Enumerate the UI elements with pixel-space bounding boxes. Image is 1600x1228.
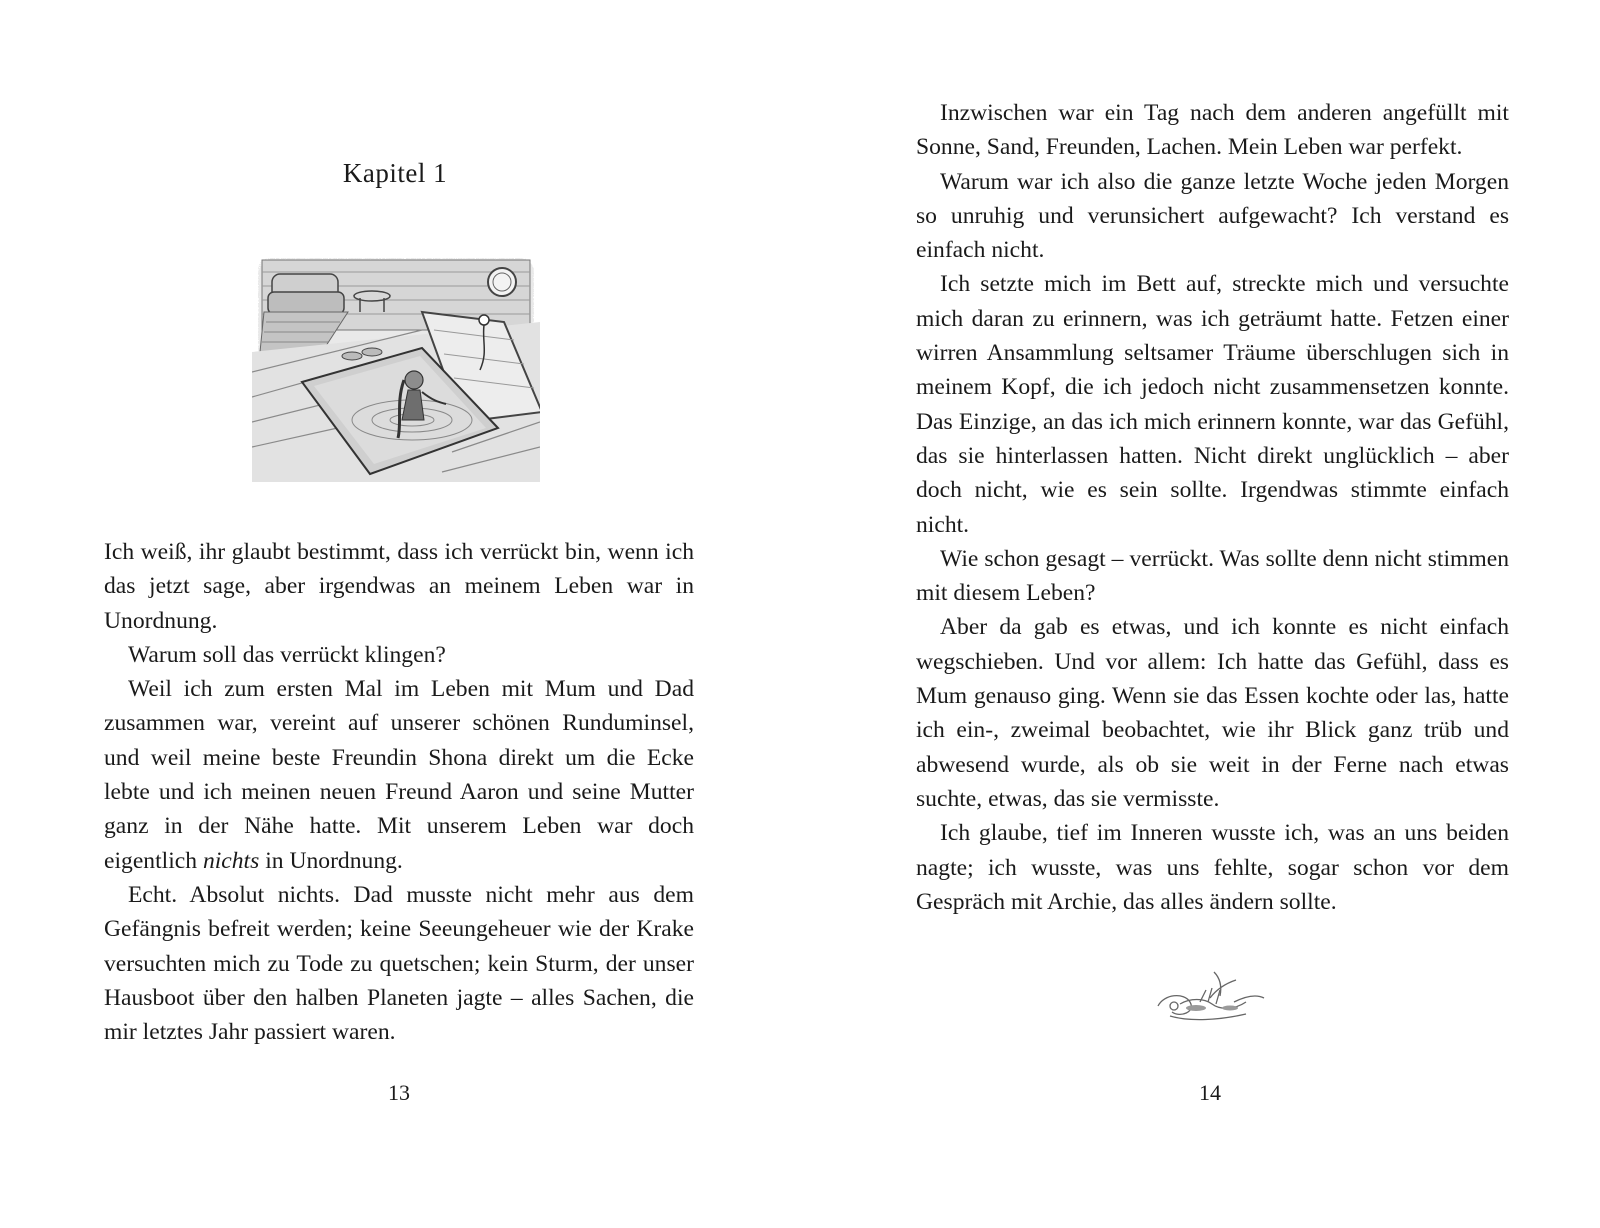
page-number: 13 <box>388 1080 410 1105</box>
page-number: 14 <box>1199 1080 1221 1105</box>
paragraph: Echt. Absolut nichts. Dad musste nicht mehr aus dem Gefängnis befreit werden; keine Seeungeheuer wie der Krake versuchten mich zu Tode zu quetschen; kein Sturm, der unser Hausboot über den halben Planeten jagte – alles Sachen, die mir letztes Jahr passiert waren. <box>104 881 694 1046</box>
paragraph: Ich setzte mich im Bett auf, streckte mich und versuchte mich daran zu erinnern, was ich geträumt hatte. Fetzen einer wirren Ansammlung seltsamer Träume überschlugen sich in meinem Kopf, die ich jedoch nicht zusammensetzen konnte. Das Einzige, an das ich mich erinnern konnte, war das Gefühl, das sie hinterlassen hatten. Nicht direkt unglücklich – aber doch nicht, wie es sein sollte. Irgendwas stimmte einfach nicht. <box>916 271 1509 538</box>
paragraph: Inzwischen war ein Tag nach dem anderen angefüllt mit Sonne, Sand, Freunden, Lachen. Mein Leben war perfekt. <box>916 100 1509 161</box>
decorative-vignette-icon <box>1150 968 1268 1026</box>
right-page <box>800 0 1600 1228</box>
paragraph-text: Weil ich zum ersten Mal im Leben mit Mum und Dad zusammen war, vereint auf unserer schönen Runduminsel, und weil meine beste Freundin Shona direkt um die Ecke lebte und ich meinen neuen Freund Aaron und seine Mutter ganz in der Nähe hatte. Mit unserem Leben war doch eigentlich <box>104 676 694 874</box>
paragraph: Wie schon gesagt – verrückt. Was sollte denn nicht stimmen mit diesem Leben? <box>916 545 1509 607</box>
paragraph: Ich weiß, ihr glaubt bestimmt, dass ich verrückt bin, wenn ich das jetzt sage, aber irgendwas an meinem Leben war in Unordnung. <box>104 539 694 634</box>
left-page-text <box>104 535 694 1049</box>
emphasized-word: nichts <box>202 847 260 874</box>
paragraph: Warum war ich also die ganze letzte Woche jeden Morgen so unruhig und verunsichert aufgewacht? Ich verstand es einfach nicht. <box>916 168 1509 264</box>
paragraph: Warum soll das verrückt klingen? <box>128 641 446 668</box>
right-page-text <box>916 96 1509 919</box>
chapter-illustration <box>252 252 540 482</box>
paragraph-text: in Unordnung. <box>259 847 403 874</box>
paragraph: Aber da gab es etwas, und ich konnte es nicht einfach wegschieben. Und vor allem: Ich hatte das Gefühl, dass es Mum genauso ging. Wenn sie das Essen kochte oder las, hatte ich ein-, zweimal beobachtet, wie ihr Blick ganz trüb und abwesend wurde, als ob sie weit in der Ferne nach etwas suchte, etwas, das sie vermisste. <box>916 614 1509 812</box>
chapter-title: Kapitel 1 <box>342 158 448 188</box>
paragraph: Ich glaube, tief im Inneren wusste ich, was an uns beiden nagte; ich wusste, was uns fehlte, sogar schon vor dem Gespräch mit Archie, das alles ändern sollte. <box>916 820 1509 915</box>
paragraph <box>104 672 694 878</box>
